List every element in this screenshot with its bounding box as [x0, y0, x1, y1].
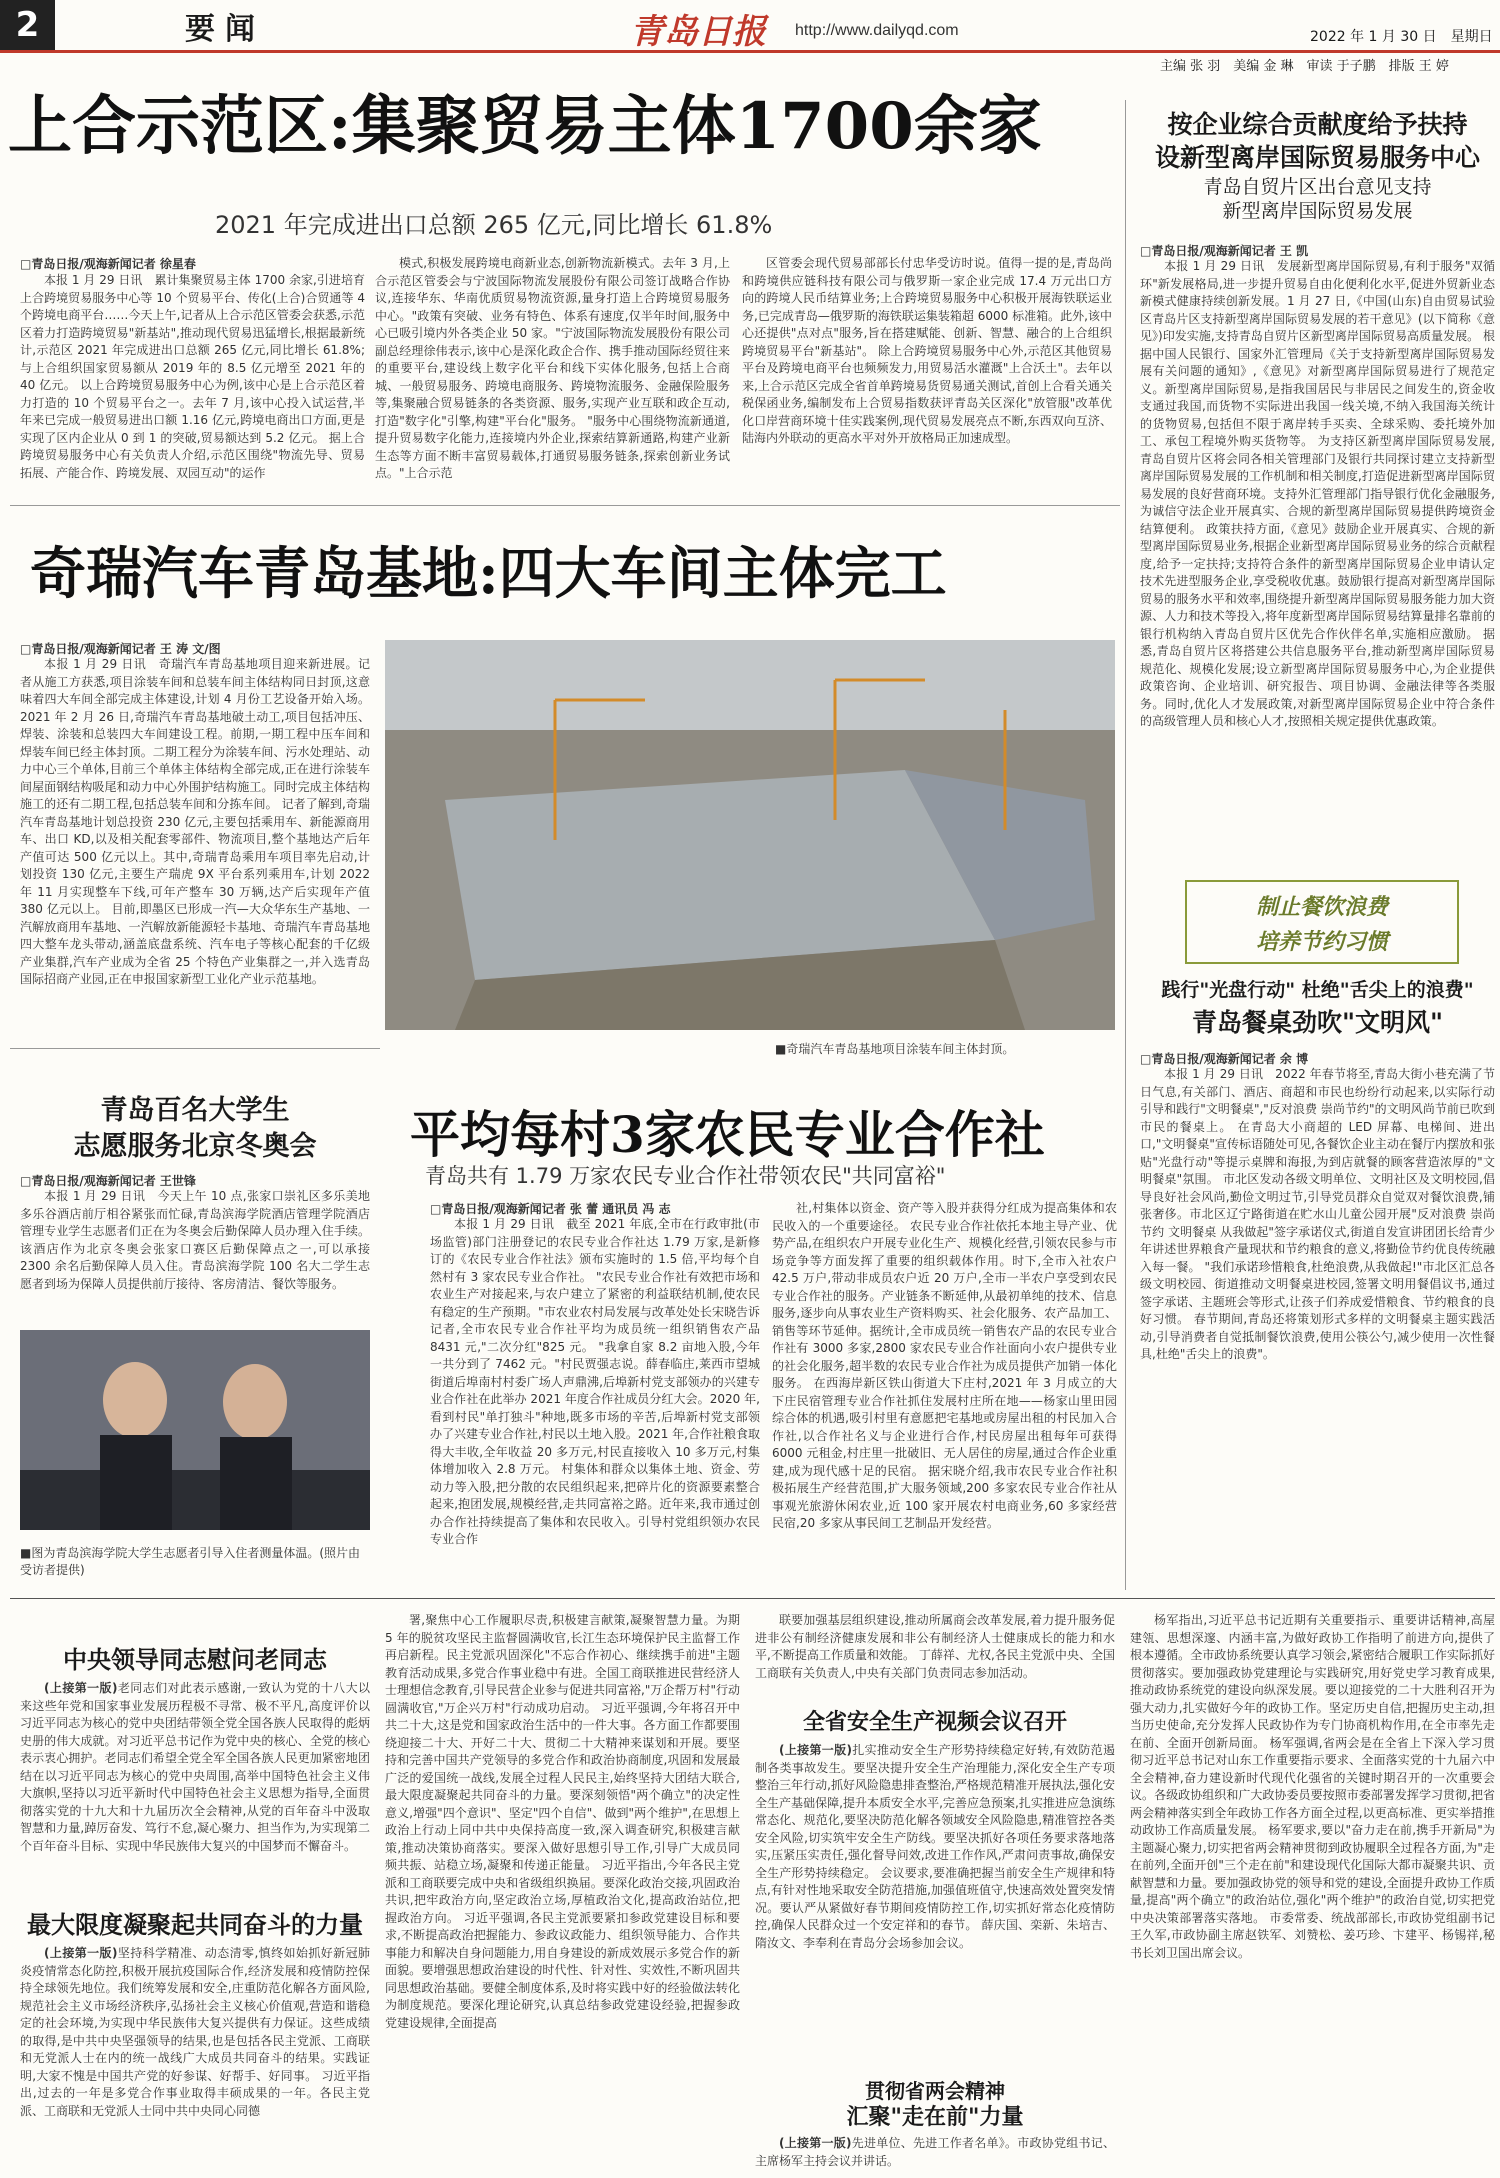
- bottom-d-body: 联要加强基层组织建设,推动所属商会改革发展,着力提升服务促进非公有制经济健康发展和非公有制经济人士健康成长的能力和水平,不断提高工作质量和效能。 丁薛祥、尤权,各民主党派中央、全国工商联有关负责人,中央有关部门负责同志参加活动。: [755, 1613, 1115, 1680]
- column-divider: [1125, 100, 1126, 1590]
- bottom-e-lead: (上接第一版): [779, 1743, 852, 1757]
- students-headline-2: 志愿服务北京冬奥会: [73, 1131, 317, 1162]
- chery-headline: 奇瑞汽车青岛基地:四大车间主体完工: [30, 541, 947, 607]
- bottom-a-headline: 中央领导同志慰问老同志: [63, 1645, 327, 1674]
- trade-headline-2: 设新型离岸国际贸易服务中心: [1154, 143, 1480, 172]
- dining-headline-1: 践行"光盘行动" 杜绝"舌尖上的浪费": [1161, 979, 1474, 1001]
- bottom-c-body: 署,聚焦中心工作履职尽责,积极建言献策,凝聚智慧力量。为期 5 年的脱贫攻坚民主监督圆满收官,长江生态环境保护民主监督工作再启新程。民主党派巩固深化"不忘合作初心、继续携手前进"主题教育活动成果,多党合作事业稳中有进。全国工商联推进民营经济人士理想信念教育,引导民营企业参与促进共同富裕,"万企帮万村"行动圆满收官,"万企兴万村"行动成功启动。 习近平强调,今年将召开中共二十大,这是党和国家政治生活中的一件大事。各方面工作都要围绕迎接二十大、开好二十大、贯彻二十大精神来谋划和开展。要坚持和完善中国共产党领导的多党合作和政治协商制度,巩固和发展最广泛的爱国统一战线,发展全过程人民民主,始终坚持大团结大联合,最大限度凝聚起共同奋斗的力量。要深刻领悟"两个确立"的决定性意义,增强"四个意识"、坚定"四个自信"、做到"两个维护",在思想上政治上行动上同中共中央保持高度一致,深入调查研究,积极建言献策,推动决策协商落实。要深入做好思想引导工作,引导广大成员同频共振、站稳立场,凝聚和传递正能量。 习近平指出,今年各民主党派和工商联要完成中央和省级组织换届。要深化政治交接,巩固政治共识,把牢政治方向,坚定政治立场,厚植政治文化,提高政治站位,把握政治方向。 习近平强调,各民主党派要紧扣参政党建设目标和要求,不断提高政治把握能力、参政议政能力、组织领导能力、合作共事能力和解决自身问题能力,用自身建设的新成效展示多党合作的新面貌。要增强思想政治建设的时代性、针对性、实效性,不断巩固共同思想政治基础。要健全制度体系,及时将实践中好的经验做法转化为制度规范。要深化理论研究,认真总结参政党建设经验,把握参政党建设规律,全面提高: [385, 1613, 740, 2030]
- volunteers-photo: [20, 1330, 370, 1530]
- lead-col2: 模式,积极发展跨境电商新业态,创新物流新模式。去年 3 月,上合示范区管委会与宁波国际物流发展股份有限公司签订战略合作协议,连接华东、华南优质贸易物流资源,量身打造上合跨境贸易服务中心。"政策有突破、业务有特色、体系有速度,仅半年时间,服务中心已吸引境内外各类企业 50 家。"宁波国际物流发展股份有限公司副总经理徐伟表示,该中心是深化政企合作、携手推动国际经贸往来的重要平台,建设线上数字化平台和线下实体化服务,包括上合商城、一般贸易服务、跨境电商服务、跨境物流服务、金融保险服务等,集聚融合贸易链条的各类资源、服务,实现产业互联和政企互动,打造"数字化"引擎,构建"平台化"服务。 "服务中心围绕物流新通道,提升贸易数字化能力,连接境内外企业,探索结算新通路,构建产业新生态等方面不断丰富贸易载体,打通贸易服务链条,探索创新业务试点。"上合示范: [375, 256, 730, 480]
- lead-byline: □青岛日报/观海新闻记者 徐星春: [20, 257, 196, 271]
- students-headline-1: 青岛百名大学生: [100, 1095, 290, 1126]
- bottom-f-lead: (上接第一版): [779, 2136, 852, 2150]
- bottom-a-body: (上接第一版)老同志们对此表示感谢,一致认为党的十八大以来这些年党和国家事业发展历程极不寻常、极不平凡,高度评价以习近平同志为核心的党中央团结带领全党全国各族人民取得的彪炳史册的伟大成就。对习近平总书记作为党中央的核心、全党的核心表示衷心拥护。老同志们希望全党全军全国各族人民更加紧密地团结在以习近平同志为核心的党中央周围,高举中国特色社会主义伟大旗帜,坚持以习近平新时代中国特色社会主义思想为指导,全面贯彻落实党的十九大和十九届历次全会精神,从党的百年奋斗中汲取智慧和力量,踔厉奋发、笃行不怠,凝心聚力、担当作为,为实现第二个百年奋斗目标、实现中华民族伟大复兴的中国梦而不懈奋斗。: [20, 1681, 370, 1853]
- students-byline: □青岛日报/观海新闻记者 王世锋: [20, 1174, 196, 1188]
- section-divider: [10, 505, 1120, 506]
- lead-subhead: 2021 年完成进出口总额 265 亿元,同比增长 61.8%: [215, 211, 773, 239]
- seal-line-2: 培养节约习惯: [1255, 929, 1388, 955]
- students-body: 本报 1 月 29 日讯 今天上午 10 点,张家口崇礼区多乐美地多乐谷酒店前厅相谷紧张而忙碌,青岛滨海学院酒店管理学院酒店管理专业学生志愿者们正在为冬奥会后勤保障人员办理入住手续。 该酒店作为北京冬奥会张家口赛区后勤保障点之一,可以承接 2300 余名后勤保障人员入住。青岛滨海学院 100 名大二学生志愿者到场为保障人员提供前厅接待、客房清洁、餐饮等服务。: [20, 1189, 370, 1291]
- bottom-b-body: (上接第一版)坚持科学精准、动态清零,慎终如始抓好新冠肺炎疫情常态化防控,积极开展抗疫国际合作,经济发展和疫情防控保持全球领先地位。我们统筹发展和安全,庄重防范化解各方面风险,规范社会主义市场经济秩序,弘扬社会主义核心价值观,营造和谐稳定的社会环境,为实现中华民族伟大复兴提供有力保证。这些成绩的取得,是中共中央坚强领导的结果,也是包括各民主党派、工商联和无党派人士在内的统一战线广大成员共同奋斗的结果。实践证明,大家不愧是中国共产党的好参谋、好帮手、好同事。 习近平指出,过去的一年是多党合作事业取得丰硕成果的一年。各民主党派、工商联和无党派人士同中共中央同心同德: [20, 1946, 370, 2118]
- trade-byline: □青岛日报/观海新闻记者 王 凯: [1140, 244, 1309, 258]
- issue-date: 2022 年 1 月 30 日 星期日: [1310, 29, 1493, 45]
- section-divider: [10, 1048, 380, 1049]
- dining-headline-2: 青岛餐桌劲吹"文明风": [1191, 1008, 1444, 1037]
- page-number: 2: [0, 0, 55, 50]
- chery-body: 本报 1 月 29 日讯 奇瑞汽车青岛基地项目迎来新进展。记者从施工方获悉,项目涂装车间和总装车间主体结构同日封顶,这意味着四大车间全部完成主体建设,计划 4 月份工艺设备开始入场。 2021 年 2 月 26 日,奇瑞汽车青岛基地破土动工,项目包括冲压、焊装、涂装和总装四大车间建设工程。前期,一期工程中压车间和焊装车间已经主体封顶。二期工程分为涂装车间、污水处理站、动力中心三个单体,目前三个单体主体结构全部完成,正在进行涂装车间屋面钢结构吸尾和动力中心外围护结构施工。同时完成主体结构施工的还有二期工程,包括总装车间和分拣车间。 记者了解到,奇瑞汽车青岛基地计划总投资 230 亿元,主要包括乘用车、新能源商用车、出口 KD,以及相关配套零部件、物流项目,整个基地达产后年产值可达 500 亿元以上。其中,奇瑞青岛乘用车项目率先启动,计划投资 130 亿元,主要生产瑞虎 9X 平台系列乘用车,计划 2022 年 11 月实现整车下线,可年产整车 30 万辆,达产后实现年产值 380 亿元以上。 目前,即墨区已形成一汽—大众华东生产基地、一汽解放商用车基地、一汽解放新能源轻卡基地、奇瑞汽车青岛基地四大整车龙头带动,涵盖底盘系统、汽车电子等核心配套的千亿级产业集群,汽车产业成为全省 25 个特色产业集群之一,并入选青岛国际招商产业园,正在申报国家新型工业化产业示范基地。: [20, 657, 370, 986]
- coop-headline: 平均每村3家农民专业合作社: [410, 1105, 1045, 1164]
- bottom-a-lead: (上接第一版): [44, 1681, 118, 1695]
- editor-credits: 主编 张 羽 美编 金 琳 审读 于子鹏 排版 王 婷: [1160, 59, 1449, 74]
- website-url[interactable]: http://www.dailyqd.com: [795, 22, 959, 39]
- volunteers-image: [20, 1330, 370, 1530]
- lead-col3: 区管委会现代贸易部部长付忠华受访时说。值得一提的是,青岛尚和跨境供应链科技有限公司与俄罗斯一家企业完成 17.4 万元出口方向的跨境人民币结算业务;上合跨境贸易服务中心积极开展海铁联运业务,已完成青岛—俄罗斯的海铁联运集装箱超 6000 标准箱。此外,该中心还提供"点对点"服务,旨在搭建赋能、创新、智慧、融合的上合组织跨境贸易平台"新基站"。 除上合跨境贸易服务中心外,示范区其他贸易平台及跨境电商平台也频频发力,用贸易活水灌溉"上合沃土"。去年以来,上合示范区完成全省首单跨境易货贸易通关测试,首创上合看关通关税保函业务,编制发布上合贸易指数获评青岛关区深化"放管服"改革优化口岸营商环境十佳实践案例,现代贸易发展亮点不断,东西双向互济、陆海内外联动的更高水平对外开放格局正加速成型。: [742, 256, 1112, 445]
- trade-subhead-2: 新型离岸国际贸易发展: [1222, 200, 1413, 222]
- bottom-divider: [10, 1598, 1495, 1599]
- bottom-f-headline-1: 贯彻省两会精神: [865, 2079, 1005, 2103]
- coop-col1: 本报 1 月 29 日讯 截至 2021 年底,全市在行政审批(市场监管)部门注册登记的农民专业合作社达 1.79 万家,是新修订的《农民专业合作社法》颁布实施时的 1.5 倍,平均每个自然村有 3 家农民专业合作社。 "农民专业合作社有效把市场和农业生产对接起来,与农户建立了紧密的利益联结机制,使农民有稳定的生产预期。"市农业农村局发展与改革处处长宋晓告诉记者,全市农民专业合作社平均为成员统一组织销售农产品 8431 元,"二次分红"825 元。 "我拿自家 8.2 亩地入股,今年一共分到了 7462 元。"村民贾强志说。薛春临庄,莱西市望城街道后埠南村村委广场人声鼎沸,后埠新村党支部领办的兴建专业合作社在此举办 2021 年度合作社成员分红大会。2020 年,看到村民"单打独斗"种地,既多市场的辛苦,后埠新村党支部领办了兴建专业合作社,村民以土地入股。2021 年,合作社粮食取得大丰收,全年收益 20 多万元,村民直接收入 10 多万元,村集体增加收入 2.8 万元。 村集体和群众以集体土地、资金、劳动力等入股,把分散的农民组织起来,把碎片化的资源要素整合起来,抱团发展,规模经营,走共同富裕之路。近年来,我市通过创办合作社持续提高了集体和农民收入。引导村党组织领办农民专业合作: [430, 1217, 760, 1546]
- bottom-f-body: (上接第一版)先进单位、先进工作者名单》。市政协党组书记、主席杨军主持会议并讲话。: [755, 2136, 1115, 2168]
- trade-headline-1: 按企业综合贡献度给予扶持: [1167, 110, 1468, 139]
- bottom-b-headline: 最大限度凝聚起共同奋斗的力量: [27, 1910, 363, 1939]
- campaign-seal: [1185, 880, 1459, 964]
- dining-body: 本报 1 月 29 日讯 2022 年春节将至,青岛大街小巷充满了节日气息,有关部门、酒店、商超和市民也纷纷行动起来,以实际行动引导和践行"文明餐桌","反对浪费 崇尚节约"的文明风尚节前已吹到市民的餐桌上。 在青岛大小商超的 LED 屏幕、电梯间、进出口,"文明餐桌"宣传标语随处可见,各餐饮企业主动在餐厅内摆放和张贴"光盘行动"等提示桌牌和海报,为到店就餐的顾客营造浓厚的"文明餐桌"氛围。 市北区发动各级文明单位、文明社区及文明校园,倡导良好社会风尚,勤俭文明过节,引导党员群众自觉双对餐饮浪费,铺张奢侈。市北区辽宁路街道在贮水山儿童公园开展"反对浪费 崇尚节约 文明餐桌 从我做起"签字承诺仪式,街道自发宣讲团团长给青少年讲述世界粮食产量现状和节约粮食的意义,将勤俭节约优良传统融入每一餐。 "我们承诺珍惜粮食,杜绝浪费,从我做起!"市北区汇总各级文明校园、街道推动文明餐桌进校园,签署文明用餐倡议书,通过签字承诺、主题班会等形式,让孩子们养成爱惜粮食、节约粮食的良好习惯。 春节期间,青岛还将策划形式多样的文明餐桌主题实践活动,引导消费者自觉抵制餐饮浪费,使用公筷公勺,减少使用一次性餐具,杜绝"舌尖上的浪费"。: [1140, 1067, 1495, 1361]
- seal-line-1: 制止餐饮浪费: [1255, 894, 1388, 920]
- lead-col1: 本报 1 月 29 日讯 累计集聚贸易主体 1700 余家,引进培育上合跨境贸易服务中心等 10 个贸易平台、传化(上合)合贸通等 4 个跨境电商平台……今天上午,记者从上合示范区管委会获悉,示范区着力打造跨境贸易"新基站",推动现代贸易迅猛增长,根据最新统计,示范区 2021 年完成进出口总额 265 亿元,同比增长 61.8%;与上合组织国家贸易额从 2019 年的 8.5 亿元增至 2021 年的 40 亿元。 以上合跨境贸易服务中心为例,该中心是上合示范区着力打造的 10 个贸易平台之一。去年 7 月,该中心投入试运营,半年来已完成一般贸易进出口额 1.16 亿元,跨境电商出口方面,更是实现了区内企业从 0 到 1 的突破,贸易额达到 5.2 亿元。 据上合跨境贸易服务中心有关负责人介绍,示范区围绕"物流先导、贸易拓展、产能合作、跨境发展、双园互动"的运作: [20, 273, 365, 480]
- coop-byline: □青岛日报/观海新闻记者 张 蕾 通讯员 冯 志: [430, 1202, 671, 1216]
- bottom-e-headline: 全省安全生产视频会议召开: [802, 1709, 1067, 1735]
- bottom-f-headline-2: 汇聚"走在前"力量: [846, 2104, 1024, 2130]
- dining-byline: □青岛日报/观海新闻记者 余 博: [1140, 1052, 1309, 1066]
- lead-headline: 上合示范区:集聚贸易主体1700余家: [8, 89, 1042, 164]
- coop-col2: 社,村集体以资金、资产等入股并获得分红成为提高集体和农民收入的一个重要途径。 农民专业合作社依托本地主导产业、优势产品,在组织农户开展专业化生产、规模化经营,引领农民参与市场竞争等方面发挥了重要的组织载体作用。时下,全市入社农户 42.5 万户,带动非成员农户近 20 万户,全市一半农户享受到农民专业合作社的服务。产业链条不断延伸,从最初单纯的技术、信息服务,逐步向从事农业生产资料购买、社会化服务、农产品加工、销售等环节延伸。据统计,全市成员统一销售农产品的农民专业合作社有 3000 多家,2800 家农民专业合作社面向小农户提供专业的社会化服务,超半数的农民专业合作社为成员提供产加销一体化服务。 在西海岸新区铁山街道大下庄村,2021 年 3 月成立的大下庄民宿管理专业合作社抓住发展村庄所在地——杨家山里田园综合体的机遇,吸引村里有意愿把宅基地或房屋出租的村民加入合作社,以合作社名义与企业进行合作,村民房屋出租每年可获得 6000 元租金,村庄里一批破旧、无人居住的房屋,通过合作企业重建,成为现代感十足的民宿。 据宋晓介绍,我市农民专业合作社积极拓展生产经营范围,扩大服务领域,200 多家农民专业合作社从事观光旅游休闲农业,近 100 家开展农村电商业务,60 多家经营民宿,20 多家从事民间工艺制品开发经营。: [772, 1201, 1117, 1530]
- bottom-g-body: 杨军指出,习近平总书记近期有关重要指示、重要讲话精神,高屋建瓴、思想深邃、内涵丰富,为做好政协工作指明了前进方向,提供了根本遵循。全市政协系统要认真学习领会,紧密结合履职工作实际抓好贯彻落实。要加强政协党建理论与实践研究,用好党史学习教育成果,推动政协系统党的建设向纵深发展。要以迎接党的二十大胜利召开为强大动力,扎实做好今年的政协工作。坚定历史自信,把握历史主动,担当历史使命,充分发挥人民政协作为专门协商机构作用,在全市率先走在前、全面开创新局面。 杨军强调,省两会是在全省上下深入学习贯彻习近平总书记对山东工作重要指示要求、全面落实党的十九届六中全会精神,奋力建设新时代现代化强省的关键时期召开的一次重要会议。各级政协组织和广大政协委员要按照市委部署发挥学习贯彻,把省两会精神落实到全年政协工作各方面全过程,以更高标准、更实举措推动政协工作高质量发展。 杨军要求,要以"奋力走在前,携手开新局"为主题凝心聚力,切实把省两会精神贯彻到政协履职全过程各方面,为"走在前列,全面开创"三个走在前"和建设现代化国际大都市凝聚共识、贡献智慧和力量。要加强政协党的领导和党的建设,全面提升政协工作质量,提高"两个确立"的政治站位,强化"两个维护"的政治自觉,切实把党中央决策部署落实落地。 市委常委、统战部部长,市政协党组副书记王久军,市政协副主席赵铁军、刘赞松、姜巧珍、卞建平、杨锡祥,秘书长刘卫国出席会议。: [1130, 1613, 1495, 1960]
- factory-photo: [385, 640, 1115, 1030]
- students-photo-caption: ■图为青岛滨海学院大学生志愿者引导入住者测量体温。(照片由受访者提供): [20, 1546, 361, 1577]
- trade-body: 本报 1 月 29 日讯 发展新型离岸国际贸易,有利于服务"双循环"新发展格局,进一步提升贸易自由化便利化水平,促进外贸新业态新模式健康持续创新发展。1 月 27 日,《中国(山东)自由贸易试验区青岛片区支持新型离岸国际贸易发展的若干意见》(以下简称《意见》)印发实施,支持青岛自贸片区新型离岸国际贸易高质量发展。 根据中国人民银行、国家外汇管理局《关于支持新型离岸国际贸易发展有关问题的通知》,《意见》对新型离岸国际贸易进行了规范定义。新型离岸国际贸易,是指我国居民与非居民之间发生的,资金收支通过我国,而货物不实际进出我国一线关境,不纳入我国海关统计的货物贸易,包括但不限于离岸转手买卖、全球采购、委托境外加工、承包工程境外购买货物等。 为支持区新型离岸国际贸易发展,青岛自贸片区将会同各相关管理部门及银行共同探讨建立支持新型离岸国际贸易发展的工作机制和相关制度,打造促进新型离岸国际贸易发展的良好营商环境。支持外汇管理部门指导银行优化金融服务,为诚信守法企业开展真实、合规的新型离岸国际贸易提供跨境资金结算便利。 政策扶持方面,《意见》鼓励企业开展真实、合规的新型离岸国际贸易业务,根据企业新型离岸国际贸易业务的综合贡献程度,给予一定扶持;支持符合条件的新型离岸国际贸易企业申请认定技术先进型服务企业,享受税收优惠。鼓励银行提高对新型离岸国际贸易的服务水平和效率,围绕提升新型离岸国际贸易服务能力加大资源、人力和技术等投入,将年度新型离岸国际贸易结算量排名靠前的银行机构纳入青岛自贸片区优先合作伙伴名单,实施相应激励。 据悉,青岛自贸片区将搭建公共信息服务平台,推动新型离岸国际贸易规范化、规模化发展;设立新型离岸国际贸易服务中心,为企业提供政策咨询、企业培训、研究报告、项目协调、金融法律等各类服务。同时,优化人才发展政策,对新型离岸国际贸易企业中符合条件的高级管理人员和核心人才,按照相关规定提供优惠政策。: [1140, 259, 1495, 728]
- chery-byline: □青岛日报/观海新闻记者 王 涛 文/图: [20, 642, 221, 656]
- trade-subhead-1: 青岛自贸片区出台意见支持: [1203, 176, 1432, 198]
- chery-photo-caption: ■奇瑞汽车青岛基地项目涂装车间主体封顶。: [775, 1042, 1015, 1056]
- newspaper-logo: 青岛日报: [630, 12, 766, 52]
- bottom-e-body: (上接第一版)扎实推动安全生产形势持续稳定好转,有效防范遏制各类事故发生。要坚决提升安全生产治理能力,深化安全生产专项整治三年行动,抓好风险隐患排查整治,严格规范精准开展执法,强化安全生产基础保障,提升本质安全水平,完善应急预案,扎实推进应急演练常态化、规范化,要坚决防范化解各领域安全风险隐患,精准管控各类安全风险,切实筑牢安全生产防线。要坚决抓好各项任务要求落地落实,压紧压实责任,强化督导问效,改进工作作风,严肃问责事故,确保安全生产形势持续稳定。 会议要求,要准确把握当前安全生产规律和特点,有针对性地采取安全防范措施,加强值班值守,快速高效处置突发情况。要认严从紧做好春节期间疫情防控工作,切实抓好常态化疫情防控,确保人民群众过一个安定祥和的春节。 薛庆国、栾新、朱培吉、隋汝文、李奉利在青岛分会场参加会议。: [755, 1743, 1115, 1950]
- factory-construction-image: [385, 640, 1115, 1030]
- bottom-b-lead: (上接第一版): [44, 1946, 118, 1960]
- coop-subhead: 青岛共有 1.79 万家农民专业合作社带领农民"共同富裕": [425, 1164, 946, 1188]
- section-title: 要闻: [185, 12, 265, 47]
